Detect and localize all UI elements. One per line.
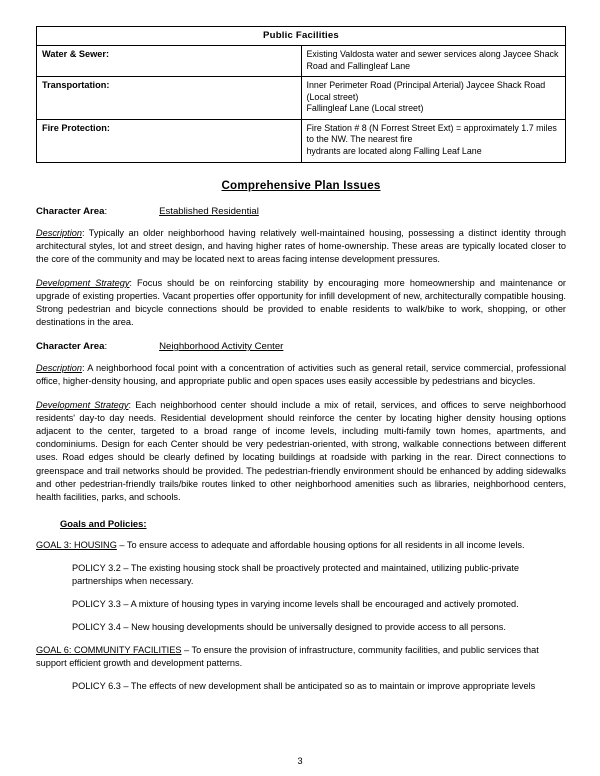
character-area-value: Established Residential <box>159 205 259 217</box>
goal-text: – To ensure the provision of infrastructure, community facilities, and public services that support efficient growth and development patterns. <box>36 645 539 669</box>
goals-and-policies-heading: Goals and Policies: <box>60 517 147 529</box>
page-title: Comprehensive Plan Issues <box>221 178 381 192</box>
strategy-text: : Each neighborhood center should include a mix of retail, services, and offices to serve neighborhood residents' day-to day needs. Residential development should reinforce the center by locating higher density housing options adjacent to the center, targeted to a broad range of income levels, including multi-family town homes, apartments, and condominiums. Design for each Center should be very pedestrian-oriented, with strong, walkable connections between different uses. Road edges should be clearly defined by locating buildings at roadside with parking in the rear. Direct connections to greenspace and trail networks should be provided. The pedestrian-friendly environment should be enhanced by adding sidewalks and other pedestrian-friendly trails/bike routes linked to other neighborhood amenities such as libraries, neighborhood centers, health facilities, parks, and schools. <box>36 400 566 502</box>
row-value-water-sewer <box>301 46 566 77</box>
table-header-row <box>37 27 566 46</box>
policy-6-3: POLICY 6.3 – The effects of new development shall be anticipated so as to maintain or improve appropriate levels <box>72 681 536 692</box>
character-area-1 <box>36 206 566 217</box>
public-facilities-table <box>36 26 566 163</box>
character-area-colon: : <box>104 341 108 353</box>
description-label: Description <box>36 363 82 374</box>
goal-3 <box>36 539 566 552</box>
character-area-2-description <box>36 362 566 388</box>
character-area-1-strategy <box>36 277 566 329</box>
goal-text: – To ensure access to adequate and affordable housing options for all residents in all income levels. <box>116 539 525 550</box>
policy-3-3: POLICY 3.3 – A mixture of housing types in varying income levels shall be encouraged and actively promoted. <box>72 598 519 609</box>
table-row <box>37 46 566 77</box>
character-area-2-strategy <box>36 399 566 504</box>
row-value-line: Fire Station # 8 (N Forrest Street Ext) = approximately 1.7 miles to the NW. The nearest fire <box>306 122 557 145</box>
row-label-water-sewer: Water & Sewer: <box>37 46 302 77</box>
policy-3-4: POLICY 3.4 – New housing developments should be universally designed to provide access to all persons. <box>72 621 506 632</box>
row-value-fire-protection <box>301 119 566 162</box>
strategy-text: : Focus should be on reinforcing stability by encouraging more homeownership and maintenance or upgrade of existing properties. Vacant properties offer opportunity for infill development of new, architecturally compatible housing. Strong pedestrian and bicycle connections should be provided to enable residents to walk/bike to work, shopping, or other destinations in the area. <box>36 277 566 327</box>
row-label-fire-protection: Fire Protection: <box>37 119 302 162</box>
row-value-transportation <box>301 77 566 120</box>
table-row <box>37 77 566 120</box>
table-row <box>37 119 566 162</box>
character-area-label: Character Area <box>36 205 105 217</box>
character-area-colon: : <box>104 205 108 217</box>
row-label-transportation: Transportation: <box>37 77 302 120</box>
goal-name: GOAL 3: HOUSING <box>36 539 117 550</box>
character-area-value: Neighborhood Activity Center <box>159 341 284 353</box>
strategy-label: Development Strategy <box>36 400 129 411</box>
row-value-line: Existing Valdosta water and sewer services along Jaycee Shack Road and Fallingleaf Lane <box>306 49 559 71</box>
character-area-label: Character Area <box>36 341 105 353</box>
description-label: Description <box>36 227 82 238</box>
row-value-line: hydrants are located along Falling Leaf Lane <box>306 146 482 157</box>
description-text: : A neighborhood focal point with a concentration of activities such as general retail, service commercial, professional office, higher-density housing, and appropriate public and open spaces uses easily accessible by pedestrians and bicycles. <box>36 363 566 387</box>
character-area-1-description <box>36 227 566 266</box>
goal-name: GOAL 6: COMMUNITY FACILITIES <box>36 645 182 655</box>
row-value-line: Fallingleaf Lane (Local street) <box>306 103 424 114</box>
strategy-label: Development Strategy <box>36 277 130 288</box>
policy-3-2: POLICY 3.2 – The existing housing stock shall be proactively protected and maintained, utilizing public-private partnerships when necessary. <box>72 562 520 586</box>
character-area-2 <box>36 341 566 352</box>
row-value-line: Inner Perimeter Road (Principal Arterial) Jaycee Shack Road (Local street) <box>306 80 546 102</box>
page-number: 3 <box>297 756 303 766</box>
description-text: : Typically an older neighborhood having relatively well-maintained housing, possessing a distinct identity through architectural styles, lot and street design, and having higher rates of home-ownership. These areas are typically located closer to the core of the community and may be located next to areas facing intense development pressures. <box>36 227 566 264</box>
goal-6 <box>36 644 566 670</box>
table-title: Public Facilities <box>37 27 566 46</box>
